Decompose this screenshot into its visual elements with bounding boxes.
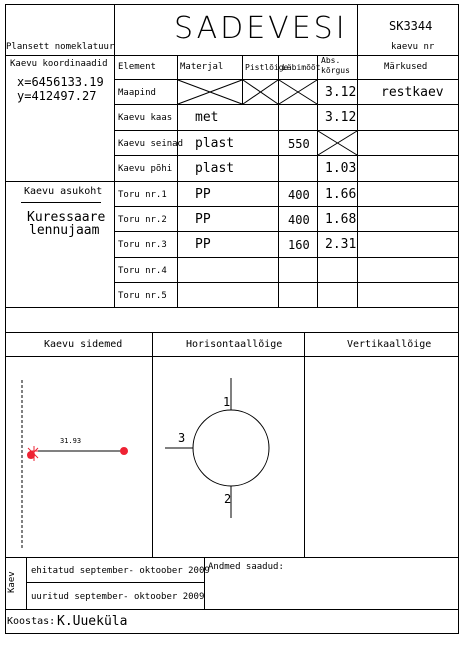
divider	[357, 4, 358, 308]
page-title: SADEVESI	[174, 11, 348, 46]
row-abs: 1.68	[325, 212, 357, 227]
border-top	[5, 4, 459, 5]
header-notes: Märkused	[384, 62, 428, 72]
row-notes: restkaev	[381, 85, 444, 100]
divider	[26, 582, 204, 583]
divider	[5, 609, 459, 610]
location-line2: lennujaam	[29, 223, 100, 238]
row-material: met	[195, 110, 219, 125]
divider	[114, 55, 459, 56]
divider	[177, 55, 178, 308]
header-abs-2: kõrgus	[321, 66, 350, 75]
header-abs-1: Abs.	[321, 56, 341, 65]
pipe-label-2: 2	[224, 492, 232, 506]
row-abs: 1.03	[325, 161, 357, 176]
footer-side-label: Kaev	[7, 571, 17, 593]
footer-data-from: Andmed saadud:	[208, 562, 284, 572]
header-material: Materjal	[180, 62, 224, 72]
row-diameter: 400	[288, 188, 310, 202]
divider	[278, 55, 279, 308]
divider	[114, 206, 459, 207]
divider	[5, 307, 459, 308]
row-abs: 1.66	[325, 187, 357, 202]
divider	[114, 155, 459, 156]
tie-distance: 31.93	[60, 437, 82, 445]
pipe-label-3: 3	[178, 431, 186, 445]
row-element: Kaevu kaas	[118, 113, 173, 123]
location-underline	[21, 202, 101, 203]
divider	[242, 55, 243, 105]
row-element: Maapind	[118, 88, 156, 98]
divider	[5, 356, 459, 357]
header-element: Element	[118, 62, 156, 72]
row-diameter: 550	[288, 137, 310, 151]
row-abs: 2.31	[325, 237, 357, 252]
divider	[114, 104, 459, 105]
divider	[304, 332, 305, 558]
plan-label: Plansett nomeklatuur	[6, 42, 115, 52]
divider	[114, 181, 459, 182]
row-element: Toru nr.3	[118, 240, 167, 250]
divider	[114, 282, 459, 283]
divider	[114, 231, 459, 232]
coord-x: x=6456133.19	[17, 75, 104, 89]
divider	[317, 55, 318, 308]
compiled-by: K.Uuekülа	[57, 614, 128, 629]
divider	[5, 332, 459, 333]
header-diameter: Läbimõõt	[282, 63, 321, 72]
row-material: PP	[195, 187, 211, 202]
coord-y: y=412497.27	[17, 89, 97, 103]
divider	[114, 79, 459, 80]
row-element: Kaevu seinad	[118, 139, 184, 149]
location-line1: Kuressaare	[27, 210, 106, 225]
section-ties: Kaevu sidemed	[44, 339, 123, 350]
row-material: plast	[195, 136, 235, 151]
divider	[152, 332, 153, 558]
compiled-label: Koostas:	[7, 616, 56, 627]
row-abs: 3.12	[325, 110, 357, 125]
row-diameter: 160	[288, 238, 310, 252]
divider	[5, 55, 115, 56]
border-left	[5, 4, 6, 634]
row-material: plast	[195, 161, 235, 176]
divider	[114, 130, 459, 131]
section-vertical: Vertikaallõige	[347, 339, 432, 350]
coords-label: Kaevu koordinaadid	[10, 59, 108, 69]
border-bottom	[5, 633, 459, 634]
row-element: Toru nr.5	[118, 291, 167, 301]
divider	[114, 257, 459, 258]
border-right	[458, 4, 459, 634]
well-id: SK3344	[389, 19, 433, 33]
pipe-label-1: 1	[223, 395, 231, 409]
row-abs: 3.12	[325, 85, 357, 100]
row-element: Kaevu põhi	[118, 164, 173, 174]
row-material: PP	[195, 212, 211, 227]
row-element: Toru nr.2	[118, 215, 167, 225]
location-label: Kaevu asukoht	[24, 186, 103, 197]
footer-surveyed: uuritud september- oktoober 2009	[31, 592, 205, 602]
well-id-label: kaevu nr	[391, 42, 435, 52]
row-element: Toru nr.1	[118, 190, 167, 200]
row-diameter: 400	[288, 213, 310, 227]
header-slope: Pistlõige	[245, 63, 289, 72]
row-material: PP	[195, 237, 211, 252]
divider	[26, 557, 27, 610]
row-element: Toru nr.4	[118, 266, 167, 276]
divider	[204, 557, 205, 610]
divider	[5, 557, 459, 558]
footer-built: ehitatud september- oktoober 2009	[31, 566, 210, 576]
divider	[5, 181, 115, 182]
section-horizontal: Horisontaallõige	[186, 339, 283, 350]
